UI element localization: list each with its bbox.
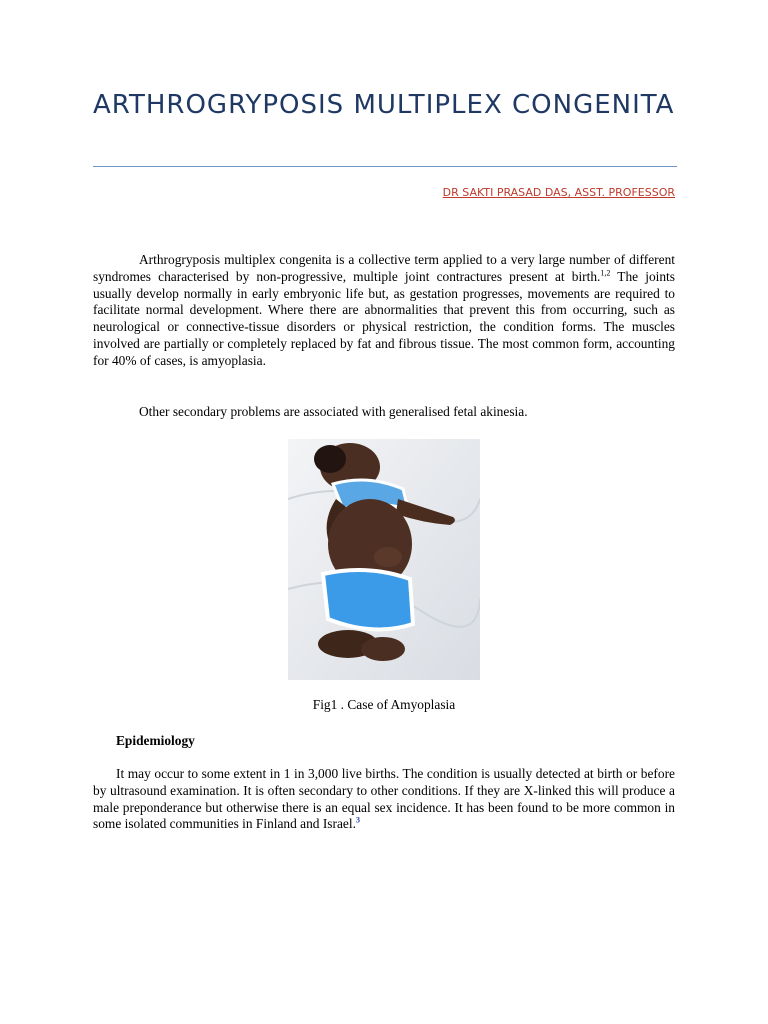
section-heading-epidemiology: Epidemiology [116,733,195,748]
document-title: ARTHROGRYPOSIS MULTIPLEX CONGENITA [93,90,675,120]
secondary-problems-paragraph: Other secondary problems are associated with generalised fetal akinesia. [139,404,528,419]
citation-ref-3[interactable]: 3 [355,815,360,825]
intro-paragraph [93,252,675,370]
title-divider [93,166,677,167]
intro-text-part1: Arthrogryposis multiplex congenita is a collective term applied to a very large number of different syndromes characterised by non-progressive, multiple joint contractures present at birth. [93,252,675,284]
amyoplasia-figure-image [288,439,480,680]
epidemiology-text: It may occur to some extent in 1 in 3,000 live births. The condition is usually detected at birth or before by ultrasound examination. It is often secondary to other conditions. If they are X-linked this will produce a male preponderance but otherwise there is an equal sex incidence. It has been found to be more common in some isolated communities in Finland and Israel. [93,766,675,832]
author-line: DR SAKTI PRASAD DAS, ASST. PROFESSOR [442,186,675,199]
figure-caption: Fig1 . Case of Amyoplasia [312,697,456,712]
infant-photo-illustration [288,439,480,680]
citation-ref-1-2[interactable]: 1,2 [600,268,611,278]
intro-text-part2: The joints usually develop normally in early embryonic life but, as gestation progresses, movements are required to facilitate normal development. Where there are abnormalities that prevent this from occurring, such as neurological or connective-tissue disorders or physical restriction, the condition forms. The muscles involved are partially or completely replaced by fat and fibrous tissue. The most common form, accounting for 40% of cases, is amyoplasia. [93,268,675,368]
epidemiology-paragraph [93,766,675,833]
